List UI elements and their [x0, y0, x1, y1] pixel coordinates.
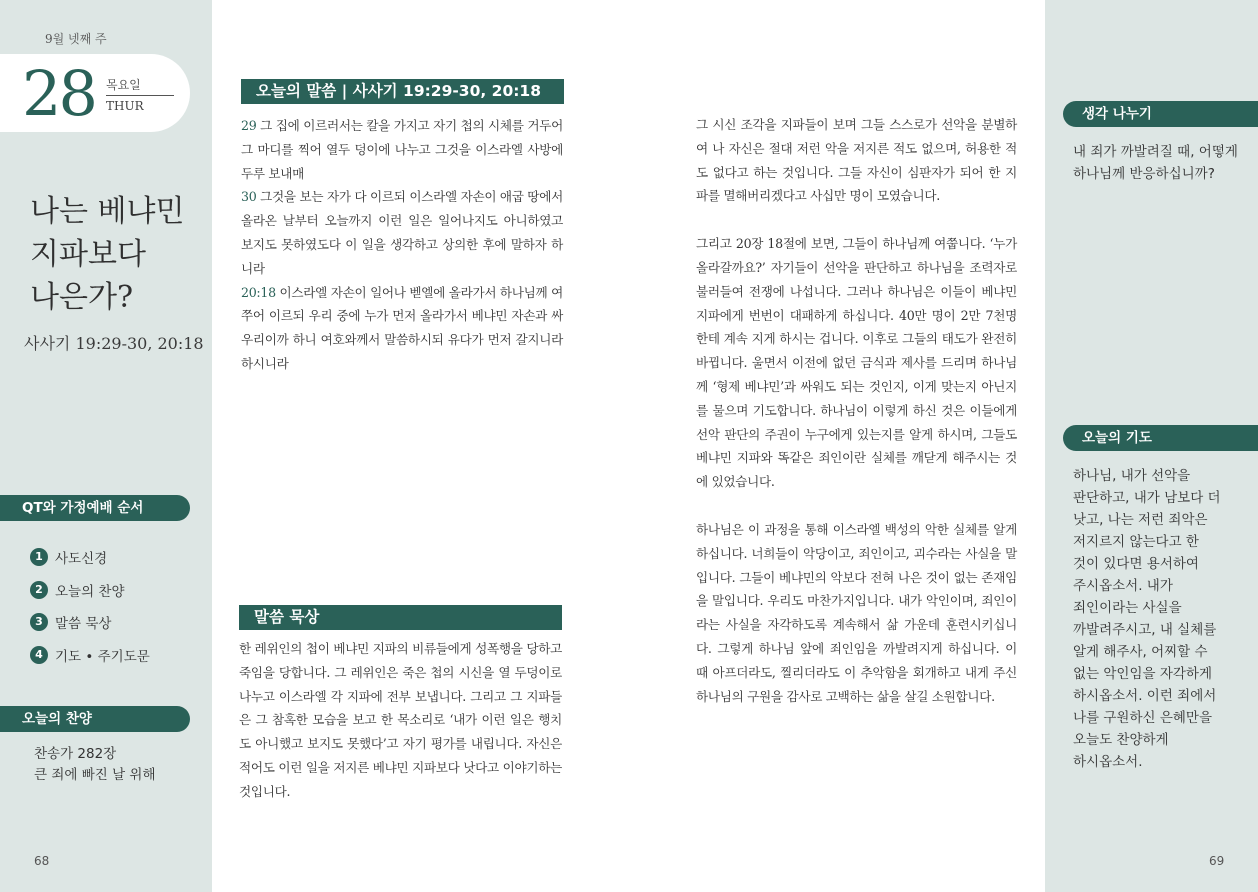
hymn-number: 찬송가 282장: [34, 746, 117, 762]
order-number: 3: [30, 613, 48, 631]
order-label: 기도 • 주기도문: [55, 648, 150, 665]
prayer-line: 오늘도 찬양하게: [1073, 732, 1169, 748]
weekday-korean: 목요일: [106, 78, 141, 92]
prayer-line: 알게 해주사, 어찌할 수: [1073, 644, 1208, 660]
qt-order-list: [30, 541, 150, 671]
verse-text: 이스라엘 자손이 일어나 벧엘에 올라가서 하나님께 여쭈어 이르되 우리 중에 누가 먼저 올라가서 베냐민 자손과 싸우리이까 하니 여호와께서 말씀하시되 유다가 먼저 갈지니라 하시니라: [241, 284, 563, 371]
title-line: 지파보다: [30, 237, 146, 272]
order-item: [30, 541, 150, 574]
order-label: 오늘의 찬양: [55, 583, 125, 600]
prayer-line: 주시옵소서. 내가: [1073, 578, 1173, 594]
prayer-line: 것이 있다면 용서하여: [1073, 556, 1199, 572]
verse: [241, 114, 563, 185]
prayer-line: 하나님, 내가 선악을: [1073, 468, 1191, 484]
todays-word-text: [241, 114, 563, 376]
verse: [241, 185, 563, 280]
order-label: 사도신경: [55, 551, 108, 568]
meditation-paragraph: 그리고 20장 18절에 보면, 그들이 하나님께 여쭙니다. ‘누가 올라갈까요?’ 자기들이 선악을 판단하고 하나님을 조력자로 불러들여 전쟁에 나섭니다. 그러나 하나님은 이들이 베냐민 지파에게 번번이 대패하게 하십니다. 40만 명이 2만 7천명한테 계속 지게 하시는 겁니다. 이후로 그들의 태도가 완전히 바뀝니다. 울면서 이전에 없던 금식과 제사를 드리며 하나님께 ‘형제 베냐민’과 싸워도 되는 것인지, 이게 맞는지 아닌지를 물으며 기도합니다. 하나님이 이렇게 하신 것은 이들에게 선악 판단의 주권이 누구에게 있는지를 알게 하시며, 그들도 베냐민 지파와 똑같은 죄인이란 실체를 깨닫게 해주시는 것에 있었습니다.: [696, 236, 1017, 490]
order-label: 말씀 묵상: [55, 616, 112, 633]
weekday-divider: [106, 95, 174, 96]
order-number: 4: [30, 646, 48, 664]
order-number: 1: [30, 548, 48, 566]
sharing-heading: 생각 나누기: [1063, 101, 1258, 127]
verse-text: 그 집에 이르러서는 칼을 가지고 자기 첩의 시체를 거두어 그 마디를 찍어 열두 덩이에 나누고 그것을 이스라엘 사방에 두루 보내매: [241, 118, 563, 181]
prayer-line: 나를 구원하신 은혜만을: [1073, 710, 1212, 726]
title-line: 나는 베냐민: [30, 194, 185, 229]
prayer-line: 저지르지 않는다고 한: [1073, 534, 1199, 550]
meditation-column: [696, 113, 1017, 708]
prayer-text: [1073, 465, 1221, 773]
prayer-heading: 오늘의 기도: [1063, 425, 1258, 451]
meditation-paragraph: 한 레위인의 첩이 베냐민 지파의 비류들에게 성폭행을 당하고 죽임을 당합니다. 그 레위인은 죽은 첩의 시신을 열 두덩이로 나누고 이스라엘 각 지파에 전부 보냅니다. 그리고 그 지파들은 그 참혹한 모습을 보고 한 목소리로 ‘내가 이런 일은 행치도 아니했고 보지도 못했다’고 자기 평가를 내립니다. 자신은 적어도 이런 일을 저지른 베냐민 지파보다 낫다고 이야기하는 것입니다.: [239, 641, 562, 799]
verse-text: 그것을 보는 자가 다 이르되 이스라엘 자손이 애굽 땅에서 올라온 날부터 오늘까지 이런 일은 일어나지도 아니하였고 보지도 못하였도다 이 일을 생각하고 상의한 후에 말하자 하니라: [241, 189, 563, 276]
prayer-line: 판단하고, 내가 남보다 더: [1073, 490, 1221, 506]
hymn-heading: 오늘의 찬양: [0, 706, 190, 732]
order-item: [30, 574, 150, 607]
page-title: [30, 190, 208, 319]
todays-word-heading: 오늘의 말씀 | 사사기 19:29-30, 20:18: [241, 79, 564, 104]
hymn-title: 큰 죄에 빠진 날 위해: [34, 767, 156, 783]
sharing-question: [1073, 141, 1238, 185]
page-number-left: 68: [34, 854, 50, 868]
meditation-paragraph: 하나님은 이 과정을 통해 이스라엘 백성의 악한 실체를 알게 하십니다. 너희들이 악당이고, 죄인이고, 괴수라는 사실을 말입니다. 그들이 베냐민의 악보다 전혀 나은 것이 없는 존재임을 말입니다. 우리도 마찬가지입니다. 내가 악인이며, 죄인이라는 사실을 자각하도록 계속해서 삶 가운데 훈련시키십니다. 그렇게 하나님 앞에 죄인임을 까발려지게 하십니다. 이 때 아프더라도, 찔리더라도 이 추악함을 회개하고 내게 주신 하나님의 구원을 감사로 고백하는 삶을 살길 소원합니다.: [696, 521, 1017, 704]
scripture-reference: 사사기 19:29-30, 20:18: [24, 334, 204, 353]
prayer-line: 낫고, 나는 저런 죄악은: [1073, 512, 1208, 528]
meditation-paragraph: 그 시신 조각을 지파들이 보며 그들 스스로가 선악을 분별하여 나 자신은 절대 저런 악을 저지른 적도 없으며, 허용한 적도 없다고 하는 것입니다. 그들 자신이 심판자가 되어 한 지파를 멸해버리겠다고 사십만 명이 모였습니다.: [696, 117, 1017, 204]
order-item: [30, 639, 150, 672]
verse-number: 29: [241, 118, 257, 133]
page-number-right: 69: [1209, 854, 1225, 868]
prayer-line: 하시옵소서.: [1073, 754, 1143, 770]
order-item: [30, 606, 150, 639]
hymn-info: [34, 744, 156, 786]
prayer-line: 없는 악인임을 자각하게: [1073, 666, 1212, 682]
qt-order-heading: QT와 가정예배 순서: [0, 495, 190, 521]
verse-number: 20:18: [241, 284, 276, 300]
meditation-heading: 말씀 묵상: [239, 605, 562, 630]
sharing-line: 내 죄가 까발려질 때, 어떻게: [1073, 144, 1238, 160]
verse: [241, 281, 563, 376]
prayer-line: 죄인이라는 사실을: [1073, 600, 1182, 616]
title-line: 나은가?: [30, 280, 134, 315]
sharing-line: 하나님께 반응하십니까?: [1073, 166, 1215, 182]
verse-number: 30: [241, 189, 257, 205]
prayer-line: 하시옵소서. 이런 죄에서: [1073, 688, 1217, 704]
week-label: 9월 넷째 주: [45, 32, 107, 46]
order-number: 2: [30, 581, 48, 599]
prayer-line: 까발려주시고, 내 실체를: [1073, 622, 1217, 638]
weekday-english: THUR: [106, 99, 144, 113]
day-number: 28: [22, 57, 95, 130]
